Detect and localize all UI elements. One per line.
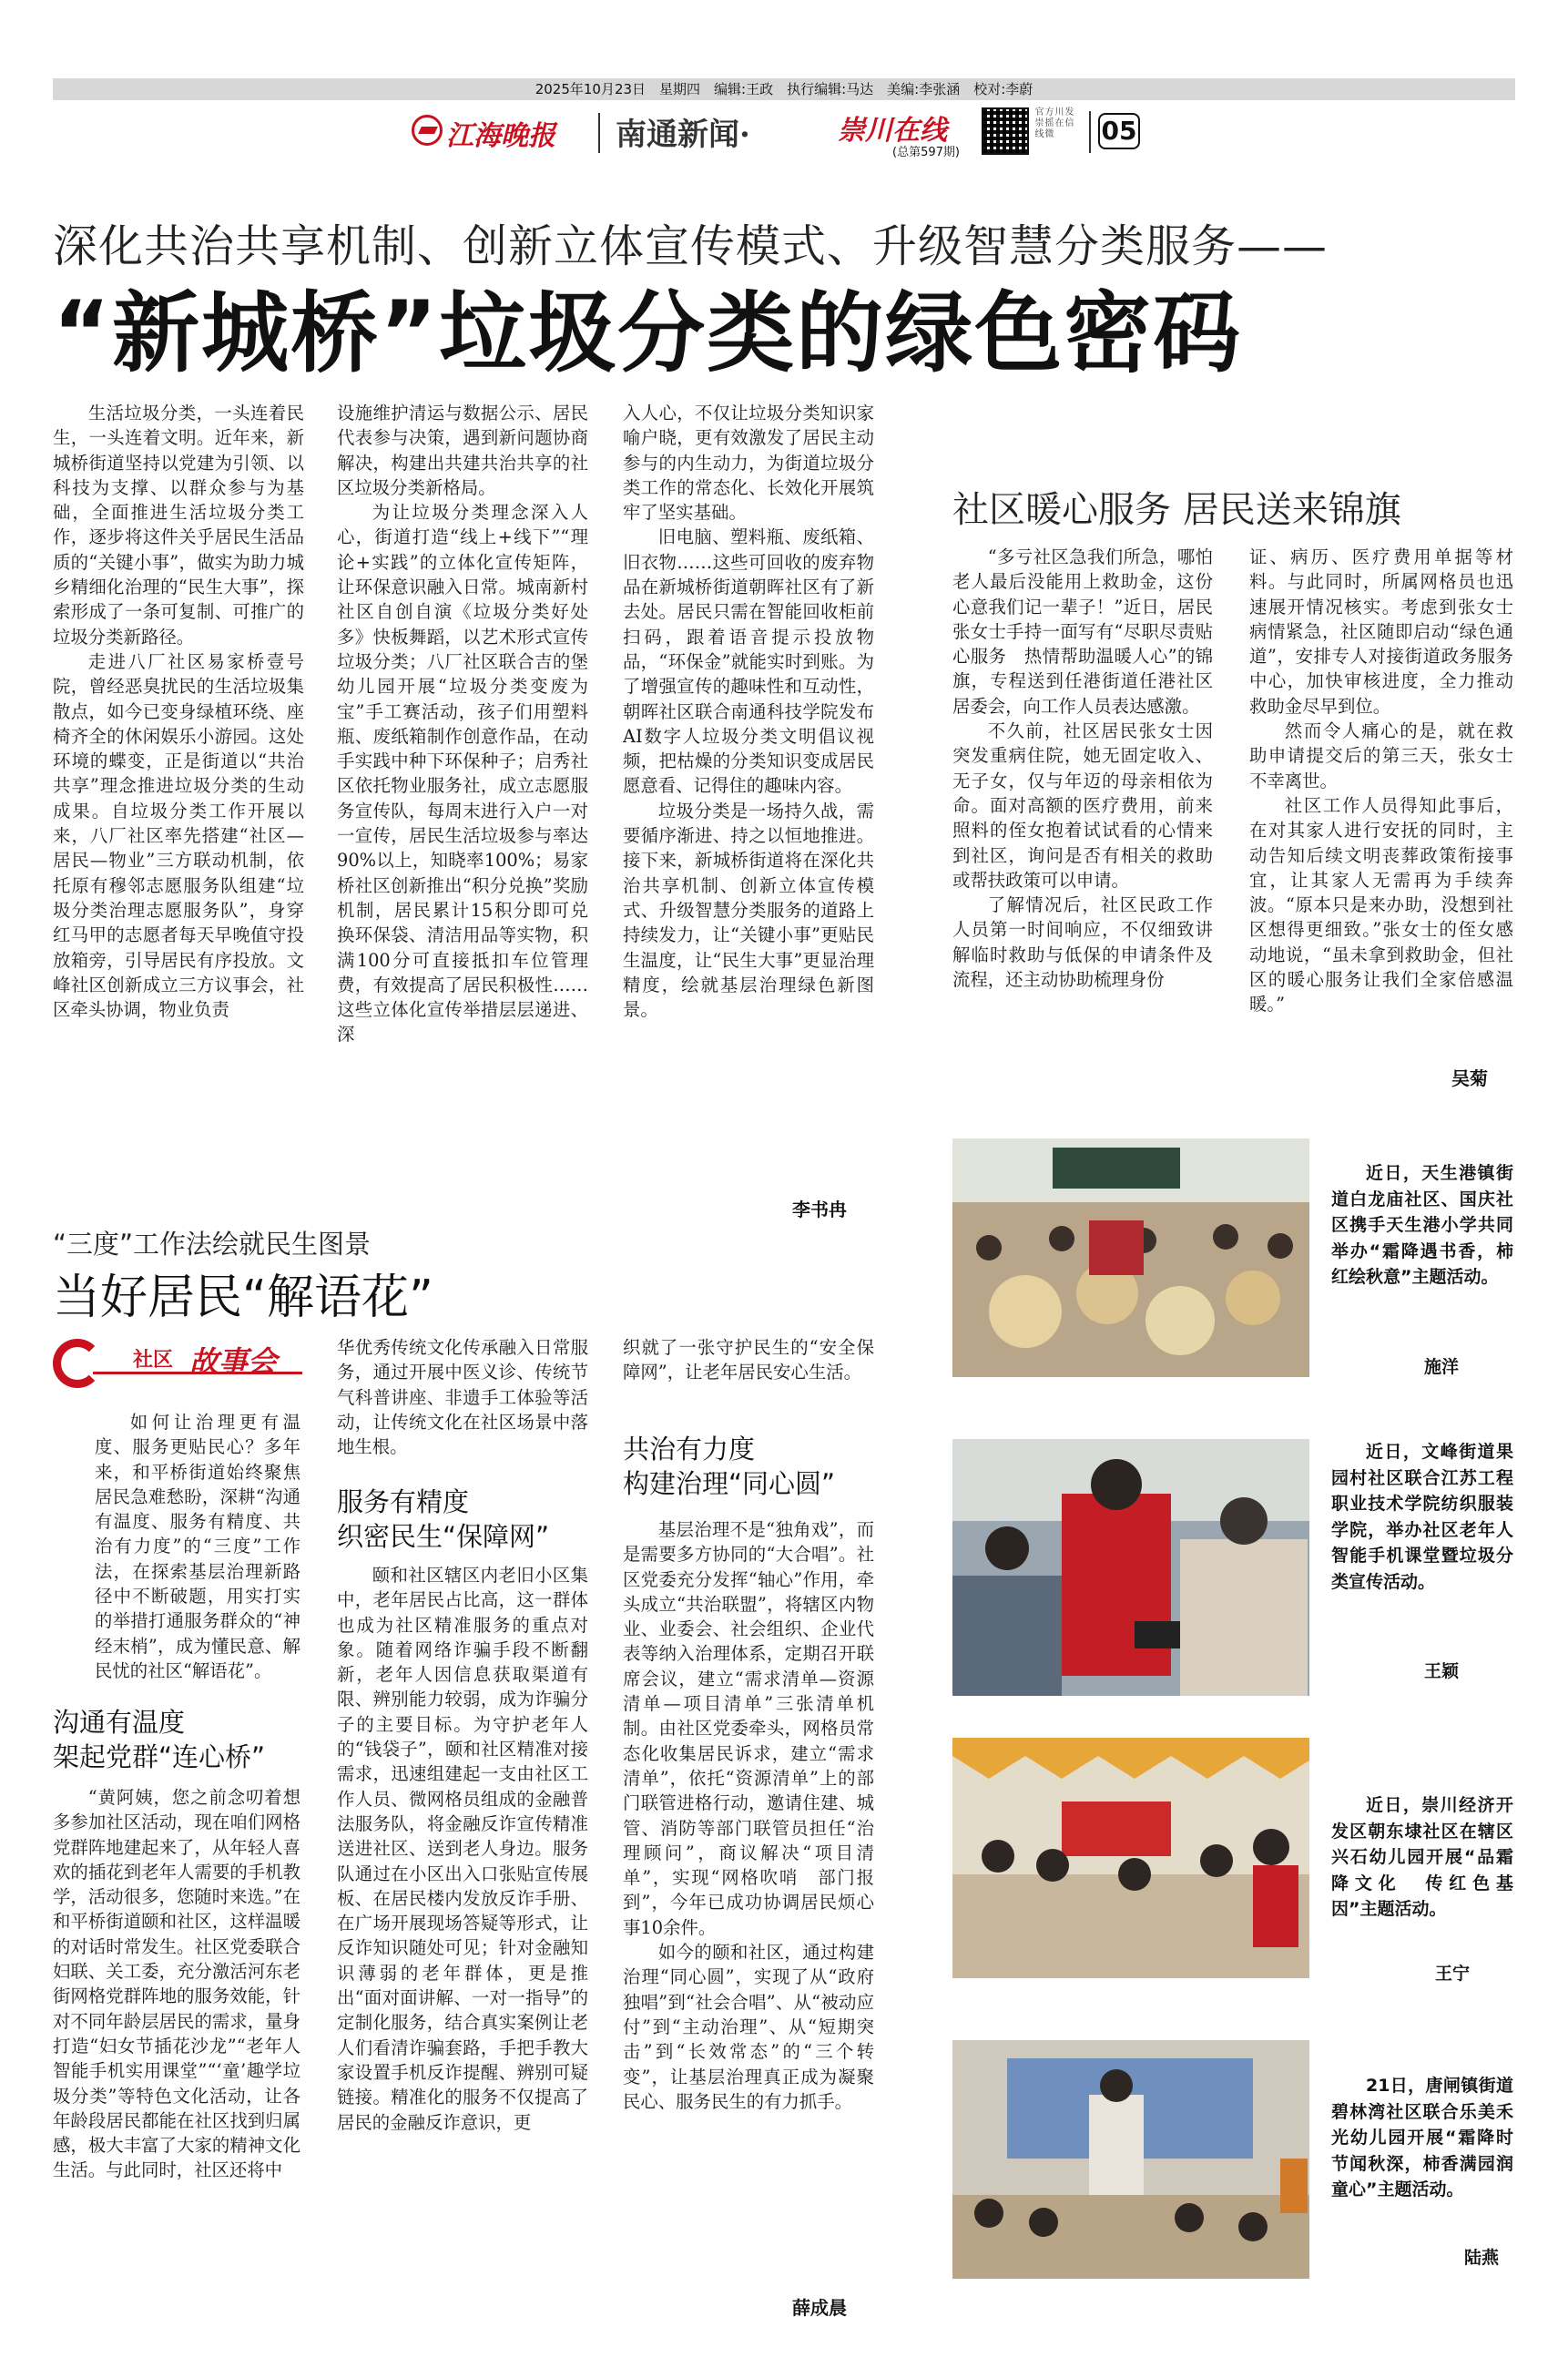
paragraph: 如何让治理更有温度、服务更贴民心？多年来，和平桥街道始终聚焦居民急难愁盼，深耕“沟通有温度、服务有精度、共治有力度”的“三度”工作法，在探索基层治理新路径中不断破题，用实打实的举措打通服务群众的“神经末梢”，成为懂民意、解民忧的社区“解语花”。 [95, 1412, 300, 1681]
warm-title: 社区暖心服务 居民送来锦旗 [952, 489, 1401, 531]
story-column-2 [337, 1563, 588, 2342]
paragraph: 设施维护清运与数据公示、居民代表参与决策，遇到新问题协商解决，构建出共建共治共享的社区垃圾分类新格局。 [337, 403, 588, 498]
paragraph: 不久前，社区居民张女士因突发重病住院，她无固定收入、无子女，仅与年迈的母亲相依为命。面对高额的医疗费用，前来照料的侄女抱着试试看的心情来到社区，询问是否有相关的救助或帮扶政策可以申请。 [952, 720, 1213, 891]
paragraph: “黄阿姨，您之前念叨着想多参加社区活动，现在咱们网格党群阵地建起来了，从年轻人喜欢的插花到老年人需要的手机教学，活动很多，您随时来选。”在和平桥街道颐和社区，这样温暖的对话时常发生。社区党委联合妇联、关工委，充分激活河东老街网格党群阵地的服务效能，针对不同年龄层居民的需求，量身打造“妇女节插花沙龙”“老年人智能手机实用课堂”“‘童’趣学垃圾分类”等特色文化活动，让各年龄段居民都能在社区找到归属感，极大丰富了大家的精神文化生活。与此同时，社区还将中 [53, 1787, 300, 2181]
paragraph: 证、病历、医疗费用单据等材料。与此同时，所属网格员也迅速展开情况核实。考虑到张女士病情紧急，社区随即启动“绿色通道”，安排专人对接街道政务服务中心，加快审核进度，全力推动救助金尽早到位。 [1249, 546, 1513, 717]
qr-code[interactable] [982, 107, 1029, 155]
photo-kindergarten-activity [952, 1738, 1309, 1978]
masthead-divider [598, 113, 600, 153]
date-line: 2025年10月23日 星期四 编辑:王政 执行编辑:马达 美编:李张涵 校对:李蔚 [535, 81, 1033, 97]
lead-byline: 李书冉 [792, 1199, 847, 1220]
paragraph: 为让垃圾分类理念深入人心，街道打造“线上+线下”“理论+实践”的立体化宣传矩阵，让环保意识融入日常。城南新村社区自创自演《垃圾分类好处多》快板舞蹈，以艺术形式宣传垃圾分类；八厂社区联合吉的堡幼儿园开展“垃圾分类变废为宝”手工赛活动，孩子们用塑料瓶、废纸箱制作创意作品，在动手实践中种下环保种子；启秀社区依托物业服务社，成立志愿服务宣传队，每周末进行入户一对一宣传，居民生活垃圾参与率达90%以上，知晓率100%；易家桥社区创新推出“积分兑换”奖励机制，居民累计15积分即可兑换环保袋、清洁用品等实物，积满100分可直接抵扣车位管理费，有效提高了居民积极性……这些立体化宣传举措层层递进、深 [337, 502, 588, 1046]
paragraph: 了解情况后，社区民政工作人员第一时间响应，不仅细致讲解临时救助与低保的申请条件及流程，还主动协助梳理身份 [952, 894, 1213, 991]
column-name: 故事会 [189, 1344, 278, 1379]
lead-kicker: 深化共治共享机制、创新立体宣传模式、升级智慧分类服务—— [53, 220, 1329, 272]
page-number: 05 [1098, 113, 1140, 149]
story-column-1 [53, 1785, 300, 2341]
paragraph: 社区工作人员得知此事后，在对其家人进行安抚的同时，主动告知后续文明丧葬政策衔接事宜，让其家人无需再为手续奔波。“原本只是来办助，没想到社区想得更细致。”张女士的侄女感动地说，“虽未拿到救助金，但社区的暖心服务让我们全家倍感温暖。” [1249, 794, 1513, 1016]
warm-column-2 [1249, 545, 1513, 1059]
photo-byline: 施洋 [1424, 1357, 1460, 1377]
story-byline: 薛成晨 [792, 2297, 847, 2319]
photo-smartphone-class [952, 1439, 1309, 1696]
section-name: 南通新闻· [616, 117, 750, 153]
paragraph: “多亏社区急我们所急，哪怕老人最后没能用上救助金，这份心意我们记一辈子！”近日，居民张女士手持一面写有“尽职尽责贴心服务 热情帮助温暖人心”的锦旗，专程送到任港街道任港社区居委会，向工作人员表达感激。 [952, 546, 1213, 717]
total-issue: (总第597期) [892, 146, 960, 159]
column-logo [53, 1337, 317, 1392]
paper-name: 江海晚报 [446, 120, 555, 152]
warm-byline: 吴菊 [1451, 1067, 1488, 1089]
date-editor-bar [53, 78, 1515, 100]
lead-column-1 [53, 401, 304, 1225]
sub-brand: 崇川在线 [838, 115, 947, 147]
story-column-3 [623, 1517, 874, 2279]
story-head-2: 服务有精度 织密民生“保障网” [337, 1486, 550, 1552]
story-intro [95, 1410, 300, 1683]
column-logo-ring-icon [53, 1339, 102, 1388]
photo-caption: 21日，唐闸镇街道碧林湾社区联合乐美禾光幼儿园开展“霜降时节闻秋深，柿香满园润童心”主题活动。 [1331, 2076, 1513, 2200]
photo-byline: 王宁 [1435, 1964, 1471, 1984]
photo-byline: 陆燕 [1464, 2248, 1500, 2268]
photo-caption: 近日，天生港镇街道白龙庙社区、国庆社区携手天生港小学共同举办“霜降遇书香，柿红绘秋意”主题活动。 [1331, 1163, 1513, 1287]
story-column-2-intro [337, 1335, 588, 1463]
paragraph: 华优秀传统文化传承融入日常服务，通过开展中医义诊、传统节气科普讲座、非遗手工体验等活动，让传统文化在社区场景中落地生根。 [337, 1337, 588, 1458]
paragraph: 旧电脑、塑料瓶、废纸箱、旧衣物……这些可回收的废弃物品在新城桥街道朝晖社区有了新去处。居民只需在智能回收柜前扫码，跟着语音提示投放物品，“环保金”就能实时到账。为了增强宣传的趣味性和互动性，朝晖社区联合南通科技学院发布AI数字人垃圾分类文明倡议视频，把枯燥的分类知识变成居民愿意看、记得住的趣味内容。 [623, 526, 874, 797]
paragraph: 走进八厂社区易家桥壹号院，曾经恶臭扰民的生活垃圾集散点，如今已变身绿植环绕、座椅齐全的休闲娱乐小游园。这处环境的蝶变，正是街道以“共治共享”理念推进垃圾分类的生动成果。自垃圾分类工作开展以来，八厂社区率先搭建“社区—居民—物业”三方联动机制，依托原有穆邻志愿服务队组建“垃圾分类治理志愿服务队”，身穿红马甲的志愿者每天早晚值守投放箱旁，引导居民有序投放。文峰社区创新成立三方议事会，社区牵头协调，物业负责 [53, 650, 304, 1021]
photo-caption: 近日，文峰街道果园村社区联合江苏工程职业技术学院纺织服装学院，举办社区老年人智能手机课堂暨垃圾分类宣传活动。 [1331, 1442, 1513, 1592]
story-kicker: “三度”工作法绘就民生图景 [53, 1229, 372, 1260]
paragraph: 如今的颐和社区，通过构建治理“同心圆”，实现了从“政府独唱”到“社会合唱”、从“被动应付”到“主动治理”、从“短期突击”到“长效常态”的“三个转变”，让基层治理真正成为凝聚民心、服务民生的有力抓手。 [623, 1942, 874, 2112]
photo-byline: 王颖 [1424, 1661, 1460, 1681]
paragraph: 入人心，不仅让垃圾分类知识家喻户晓，更有效激发了居民主动参与的内生动力，为街道垃圾分类工作的常态化、长效化开展筑牢了坚实基础。 [623, 403, 874, 524]
paper-logo-icon [412, 115, 443, 146]
paragraph: 然而令人痛心的是，就在救助申请提交后的第三天，张女士不幸离世。 [1249, 720, 1513, 791]
story-title: 当好居民“解语花” [53, 1271, 433, 1325]
paragraph: 基层治理不是“独角戏”，而是需要多方协同的“大合唱”。社区党委充分发挥“轴心”作用，牵头成立“共治联盟”，将辖区内物业、业委会、社会组织、企业代表等纳入治理体系，定期召开联席会议，建立“需求清单—资源清单—项目清单”三张清单机制。由社区党委牵头，网格员常态化收集居民诉求，建立“需求清单”，依托“资源清单”上的部门联管进格行动，邀请住建、城管、消防等部门联管员担任“治理顾问”，商议解决“项目清单”，实现“网格吹哨 部门报到”，今年已成功协调居民烦心事10余件。 [623, 1519, 874, 1938]
paragraph: 颐和社区辖区内老旧小区集中，老年居民占比高，这一群体也成为社区精准服务的重点对象。随着网络诈骗手段不断翻新，老年人因信息获取渠道有限、辨别能力较弱，成为诈骗分子的主要目标。为守护老年人的“钱袋子”，颐和社区精准对接需求，迅速组建起一支由社区工作人员、微网格员组成的金融普法服务队，将金融反诈宣传精准送进社区、送到老人身边。服务队通过在小区出入口张贴宣传展板、在居民楼内发放反诈手册、在广场开展现场答疑等形式，让反诈知识随处可见；针对金融知识薄弱的老年群体，更是推出“面对面讲解、一对一指导”的定制化服务，结合真实案例让老人们看清诈骗套路，手把手教大家设置手机反诈提醒、辨别可疑链接。精准化的服务不仅提高了居民的金融反诈意识，更 [337, 1565, 588, 2133]
photo-caption: 近日，崇川经济开发区朝东埭社区在辖区兴石幼儿园开展“品霜降文化 传红色基因”主题活动。 [1331, 1795, 1513, 1919]
column-tag: 社区 [133, 1349, 174, 1372]
paragraph: 垃圾分类是一场持久战，需要循序渐进、持之以恒地推进。接下来，新城桥街道将在深化共治共享机制、创新立体宣传模式、升级智慧分类服务的道路上持续发力，让“关键小事”更贴民生温度，让“民生大事”更显治理精度，绘就基层治理绿色新图景。 [623, 800, 874, 1021]
story-head-3: 共治有力度 构建治理“同心圆” [623, 1434, 836, 1499]
photo-classroom-fans [952, 1138, 1309, 1377]
warm-column-1 [952, 545, 1213, 1100]
qr-note: 官方川发崇摇在信线微 [1034, 107, 1074, 139]
photo-frost-festival [952, 2040, 1309, 2279]
paragraph: 织就了一张守护民生的“安全保障网”，让老年居民安心生活。 [623, 1337, 874, 1383]
lead-column-2 [337, 401, 588, 1225]
story-head-1: 沟通有温度 架起党群“连心桥” [53, 1707, 266, 1772]
story-column-3-intro [623, 1335, 874, 1412]
lead-column-3 [623, 401, 874, 1184]
lead-headline: “新城桥”垃圾分类的绿色密码 [53, 282, 1243, 384]
masthead-divider [1089, 111, 1091, 153]
paragraph: 生活垃圾分类，一头连着民生，一头连着文明。近年来，新城桥街道坚持以党建为引领、以科技为支撑、以群众参与为基础，全面推进生活垃圾分类工作，逐步将这件关乎居民生活品质的“关键小事”，做实为助力城乡精细化治理的“民生大事”，探索形成了一条可复制、可推广的垃圾分类新路径。 [53, 403, 304, 648]
